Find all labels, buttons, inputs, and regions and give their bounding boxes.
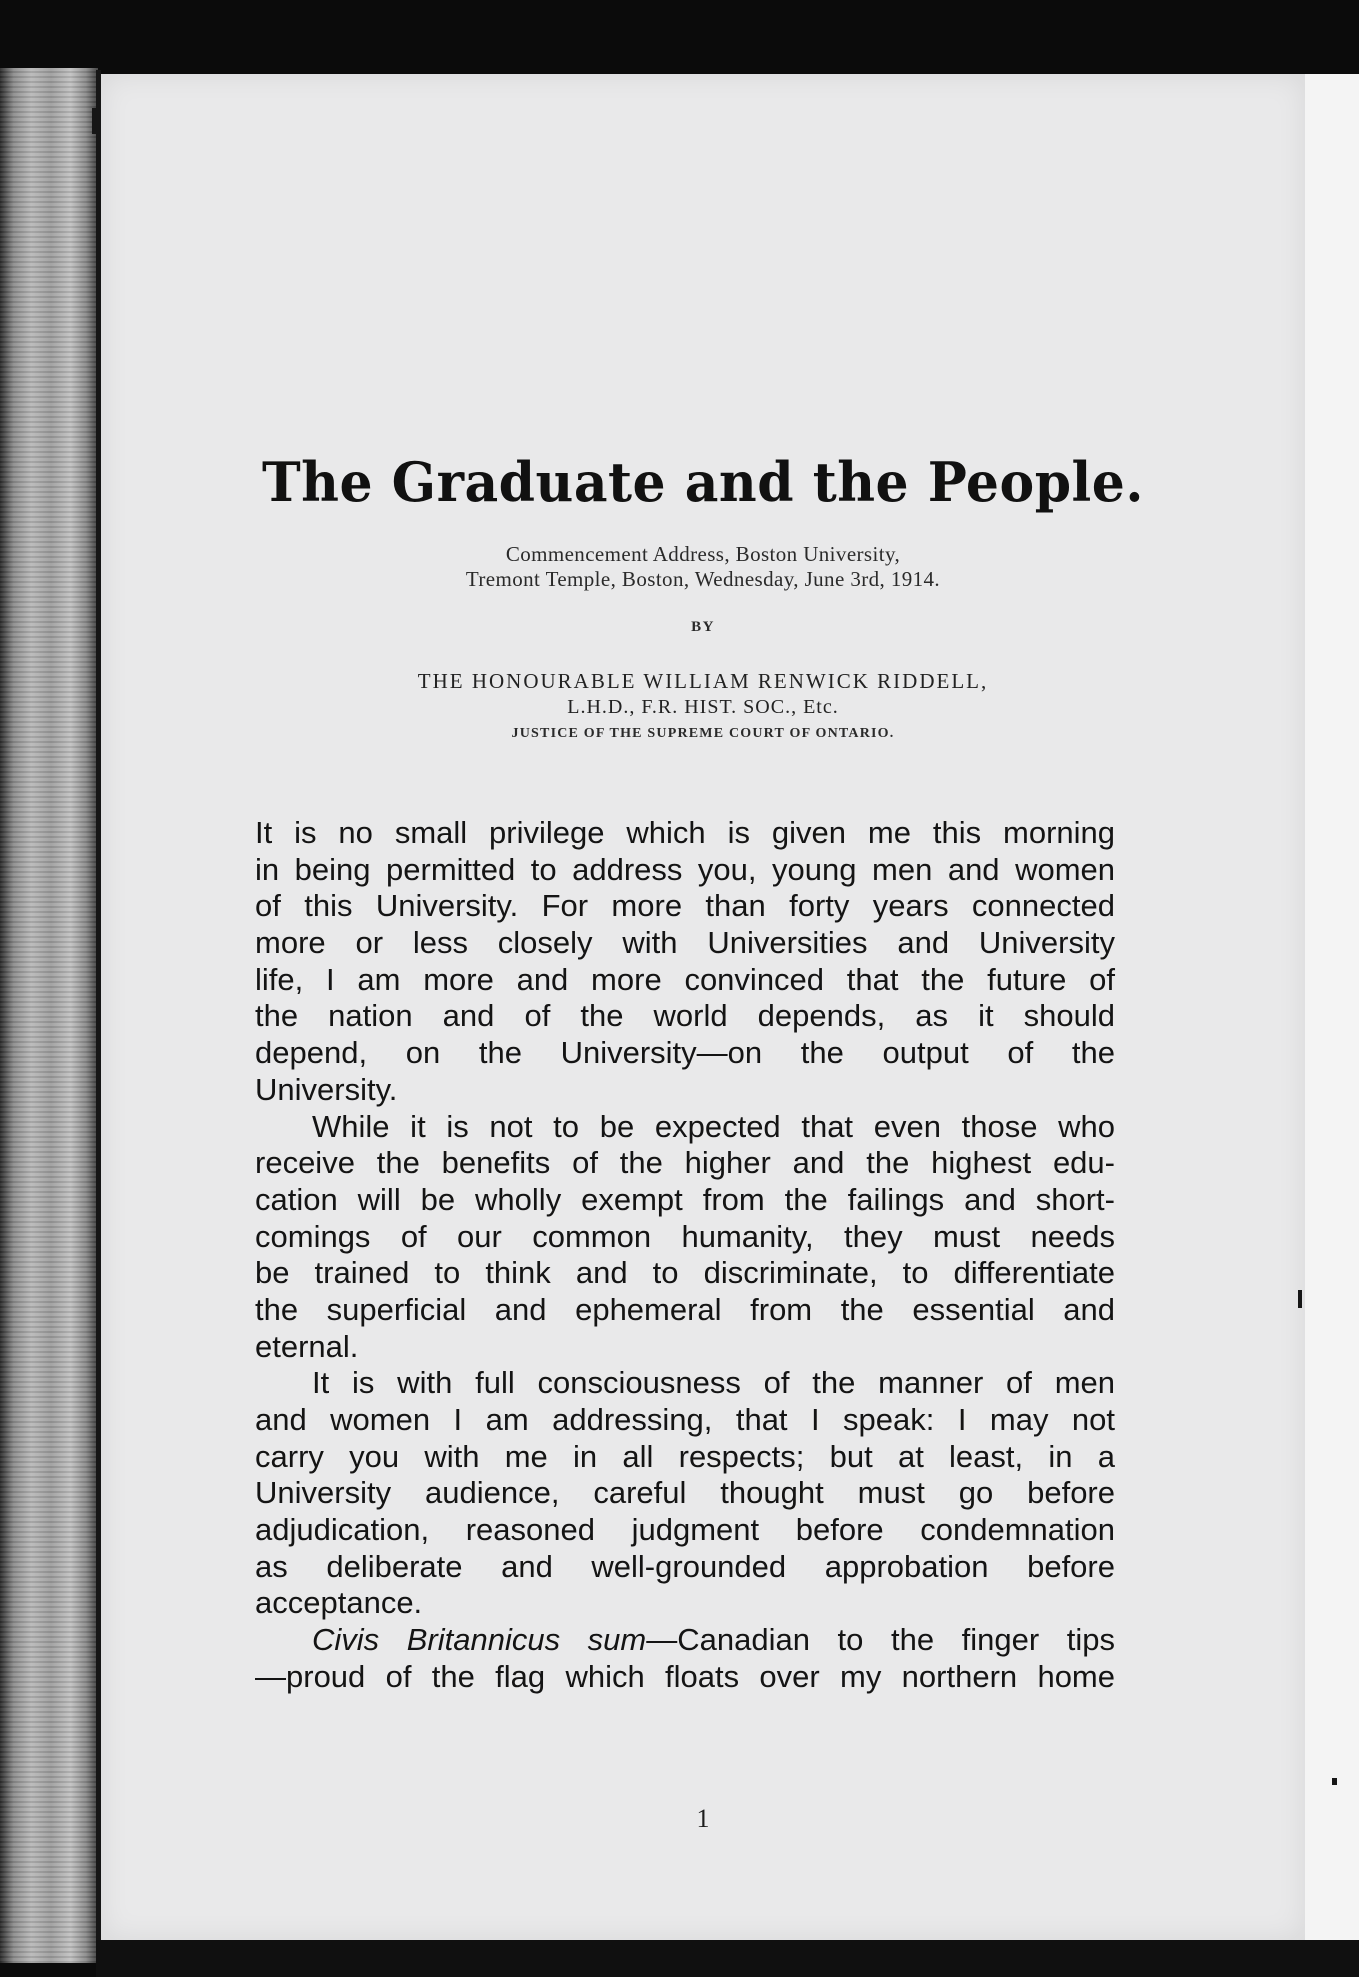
subtitle-line-2: Tremont Temple, Boston, Wednesday, June 3rd, 1914. xyxy=(465,567,941,591)
body-line: life, I am more and more convinced that the future of xyxy=(255,961,1115,997)
body-line: the superficial and ephemeral from the essential and xyxy=(255,1291,1115,1327)
author-degrees: L.H.D., F.R. HIST. SOC., Etc. xyxy=(567,696,839,718)
subtitle-line-1: Commencement Address, Boston University, xyxy=(505,542,901,566)
body-line-text: —Canadian to the finger tips xyxy=(646,1622,1115,1658)
body-line: acceptance. xyxy=(255,1585,423,1621)
body-line: of this University. For more than forty years connected xyxy=(255,888,1115,924)
body-text xyxy=(255,815,1115,1696)
latin-phrase: Civis Britannicus sum xyxy=(312,1622,647,1658)
author-position: JUSTICE OF THE SUPREME COURT OF ONTARIO. xyxy=(511,726,895,741)
author-name: THE HONOURABLE WILLIAM RENWICK RIDDELL, xyxy=(417,669,989,693)
body-line: University. xyxy=(255,1071,398,1107)
body-line: It is no small privilege which is given me this morning xyxy=(255,815,1115,850)
body-line: receive the benefits of the higher and the highest edu- xyxy=(255,1145,1115,1181)
body-line: While it is not to be expected that even those who xyxy=(312,1108,1115,1144)
body-line: comings of our common humanity, they must needs xyxy=(255,1218,1115,1254)
body-line: in being permitted to address you, young men and women xyxy=(255,851,1115,887)
scan-speck xyxy=(92,108,97,134)
book-spine xyxy=(0,68,98,1963)
body-line: more or less closely with Universities and University xyxy=(255,925,1115,961)
body-line: University audience, careful thought must go before xyxy=(255,1475,1115,1511)
byline-label: BY xyxy=(691,619,715,635)
body-line: and women I am addressing, that I speak: I may not xyxy=(255,1402,1115,1437)
body-line: —proud of the flag which floats over my northern home xyxy=(255,1658,1115,1694)
document-title: The Graduate and the People. xyxy=(261,450,1144,515)
page-number: 1 xyxy=(696,1804,710,1833)
body-line xyxy=(255,1622,1115,1659)
scan-speck xyxy=(1298,1290,1302,1308)
body-line: adjudication, reasoned judgment before condemnation xyxy=(255,1512,1115,1548)
page-margin-strip xyxy=(1305,74,1359,1940)
body-line: the nation and of the world depends, as it should xyxy=(255,998,1115,1034)
body-line: depend, on the University—on the output of the xyxy=(255,1035,1115,1071)
body-line: as deliberate and well-grounded approbation before xyxy=(255,1548,1115,1584)
scan-speck xyxy=(1332,1778,1337,1785)
body-line: carry you with me in all respects; but at least, in a xyxy=(255,1438,1115,1474)
body-line: cation will be wholly exempt from the failings and short- xyxy=(255,1181,1115,1217)
bottom-shadow xyxy=(96,1940,1359,1977)
document-page xyxy=(101,74,1305,1940)
body-line: be trained to think and to discriminate, to differentiate xyxy=(255,1255,1115,1291)
body-line: eternal. xyxy=(255,1328,359,1364)
body-line: It is with full consciousness of the manner of men xyxy=(312,1365,1115,1401)
